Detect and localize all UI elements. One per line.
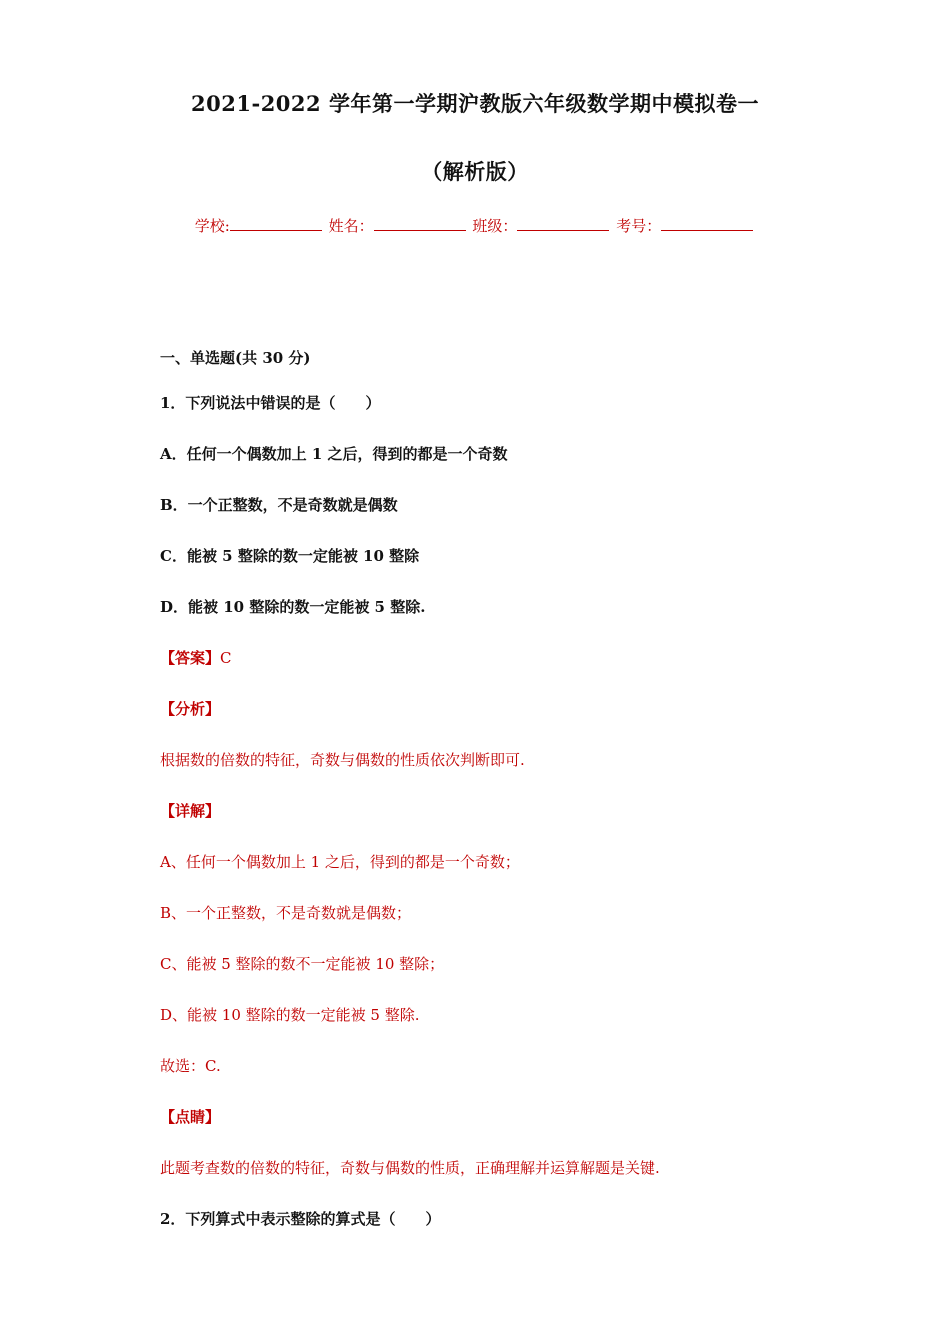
document-title: 2021-2022 学年第一学期沪教版六年级数学期中模拟卷一	[191, 91, 759, 116]
detail-conclusion: 故选：C.	[160, 1057, 221, 1075]
class-label: 班级：	[472, 217, 518, 235]
detail-line-c: C、能被 5 整除的数不一定能被 10 整除；	[160, 955, 445, 973]
document-subtitle: （解析版）	[421, 159, 529, 184]
question-1-option-b: B．一个正整数，不是奇数就是偶数	[160, 496, 398, 514]
question-1-option-a: A．任何一个偶数加上 1 之后，得到的都是一个奇数	[160, 445, 508, 463]
question-1-option-c: C．能被 5 整除的数一定能被 10 整除	[160, 547, 420, 565]
question-2-stem: 2．下列算式中表示整除的算式是（ ）	[160, 1210, 441, 1228]
analysis-text: 根据数的倍数的特征，奇数与偶数的性质依次判断即可.	[160, 751, 525, 769]
answer-value: C	[220, 649, 232, 667]
name-blank[interactable]	[374, 217, 466, 231]
student-info-row	[0, 215, 950, 236]
detail-line-d: D、能被 10 整除的数一定能被 5 整除.	[160, 1006, 420, 1024]
detail-line-b: B、一个正整数，不是奇数就是偶数；	[160, 904, 412, 922]
answer-label: 【答案】	[160, 649, 221, 667]
question-1-stem: 1．下列说法中错误的是（ ）	[160, 394, 381, 412]
school-label: 学校:	[194, 217, 230, 235]
detail-label: 【详解】	[160, 802, 221, 820]
comment-label: 【点睛】	[160, 1108, 221, 1126]
analysis-label: 【分析】	[160, 700, 221, 718]
number-label: 考号：	[616, 217, 662, 235]
answer-row	[160, 647, 232, 668]
name-label: 姓名：	[328, 217, 374, 235]
class-blank[interactable]	[517, 217, 609, 231]
school-blank[interactable]	[230, 217, 322, 231]
comment-text: 此题考查数的倍数的特征，奇数与偶数的性质，正确理解并运算解题是关键.	[160, 1159, 660, 1177]
question-1-option-d: D．能被 10 整除的数一定能被 5 整除.	[160, 598, 426, 616]
detail-line-a: A、任何一个偶数加上 1 之后，得到的都是一个奇数；	[160, 853, 520, 871]
number-blank[interactable]	[661, 217, 753, 231]
section-heading: 一、单选题(共 30 分)	[160, 349, 311, 367]
